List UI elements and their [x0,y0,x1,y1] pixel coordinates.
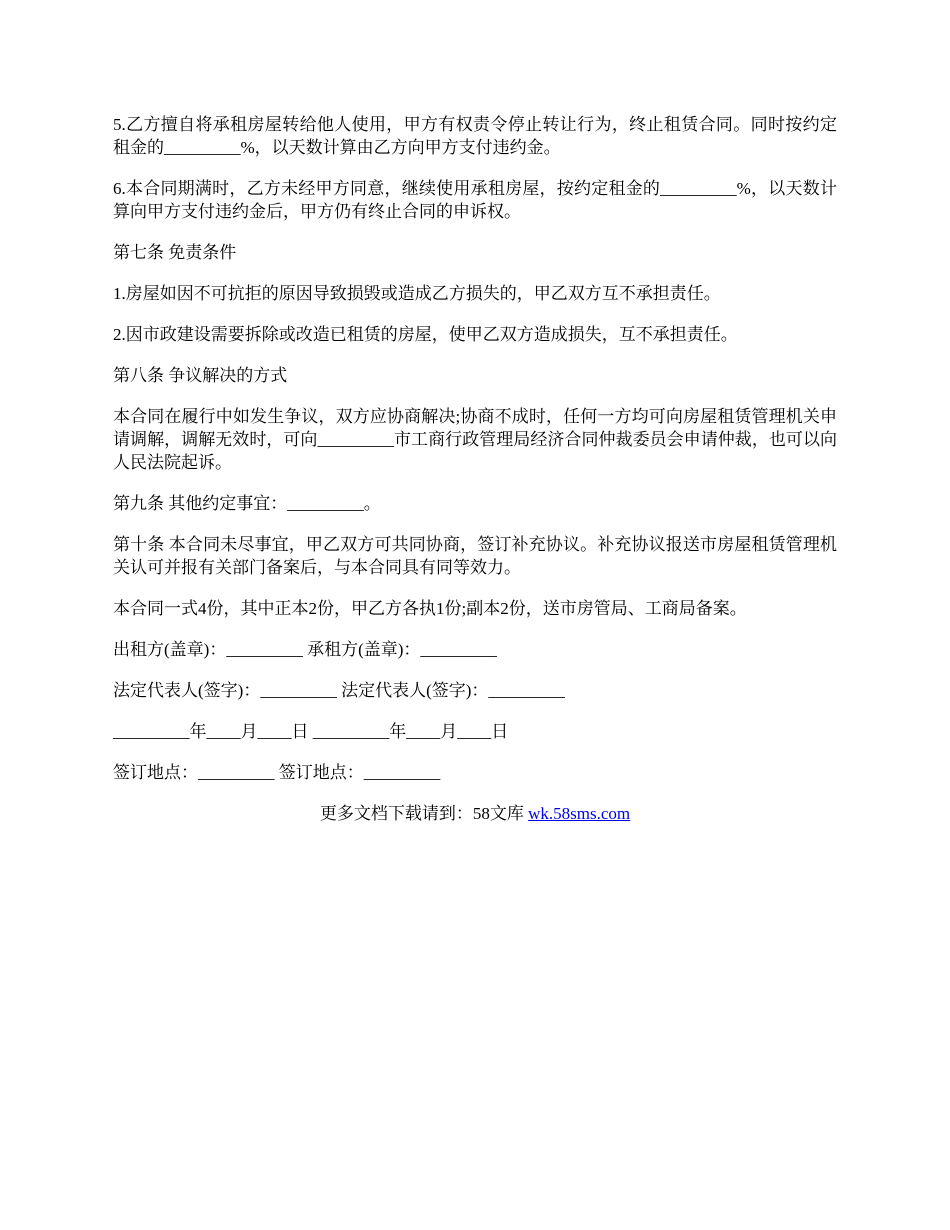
article-8-heading: 第八条 争议解决的方式 [113,366,288,385]
article-8-text: 本合同在履行中如发生争议，双方应协商解决;协商不成时，任何一方均可向房屋租赁管理机关申请调解，调解无效时，可向_________市工商行政管理局经济合同仲裁委员会申请仲裁，也可以向人民法院起诉。 [113,407,837,472]
footer-link[interactable]: wk.58sms.com [528,804,631,823]
download-footer [113,802,837,825]
clause-5-text: 5.乙方擅自将承租房屋转给他人使用，甲方有权责令停止转让行为，终止租赁合同。同时按约定租金的_________%，以天数计算由乙方向甲方支付违约金。 [113,115,837,157]
article-7-item-1: 1.房屋如因不可抗拒的原因导致损毁或造成乙方损失的，甲乙双方互不承担责任。 [113,284,721,303]
article-9-text: 第九条 其他约定事宜：_________。 [113,494,381,513]
seal-line: 出租方(盖章)：_________ 承租方(盖章)：_________ [113,640,497,659]
document-page [113,113,837,825]
signing-place-line: 签订地点：_________ 签订地点：_________ [113,763,441,782]
article-7-heading: 第七条 免责条件 [113,243,237,262]
representative-line: 法定代表人(签字)：_________ 法定代表人(签字)：_________ [113,681,565,700]
copies-text: 本合同一式4份，其中正本2份，甲乙方各执1份;副本2份，送市房管局、工商局备案。 [113,599,747,618]
article-7-item-2: 2.因市政建设需要拆除或改造已租赁的房屋，使甲乙双方造成损失，互不承担责任。 [113,325,738,344]
footer-text: 更多文档下载请到：58文库 [319,804,529,823]
clause-6-text: 6.本合同期满时，乙方未经甲方同意，继续使用承租房屋，按约定租金的_________%，以天数计算向甲方支付违约金后，甲方仍有终止合同的申诉权。 [113,179,837,221]
date-line: _________年____月____日 _________年____月____日 [113,722,509,741]
article-10-text: 第十条 本合同未尽事宜，甲乙双方可共同协商，签订补充协议。补充协议报送市房屋租赁管理机关认可并报有关部门备案后，与本合同具有同等效力。 [113,535,837,577]
